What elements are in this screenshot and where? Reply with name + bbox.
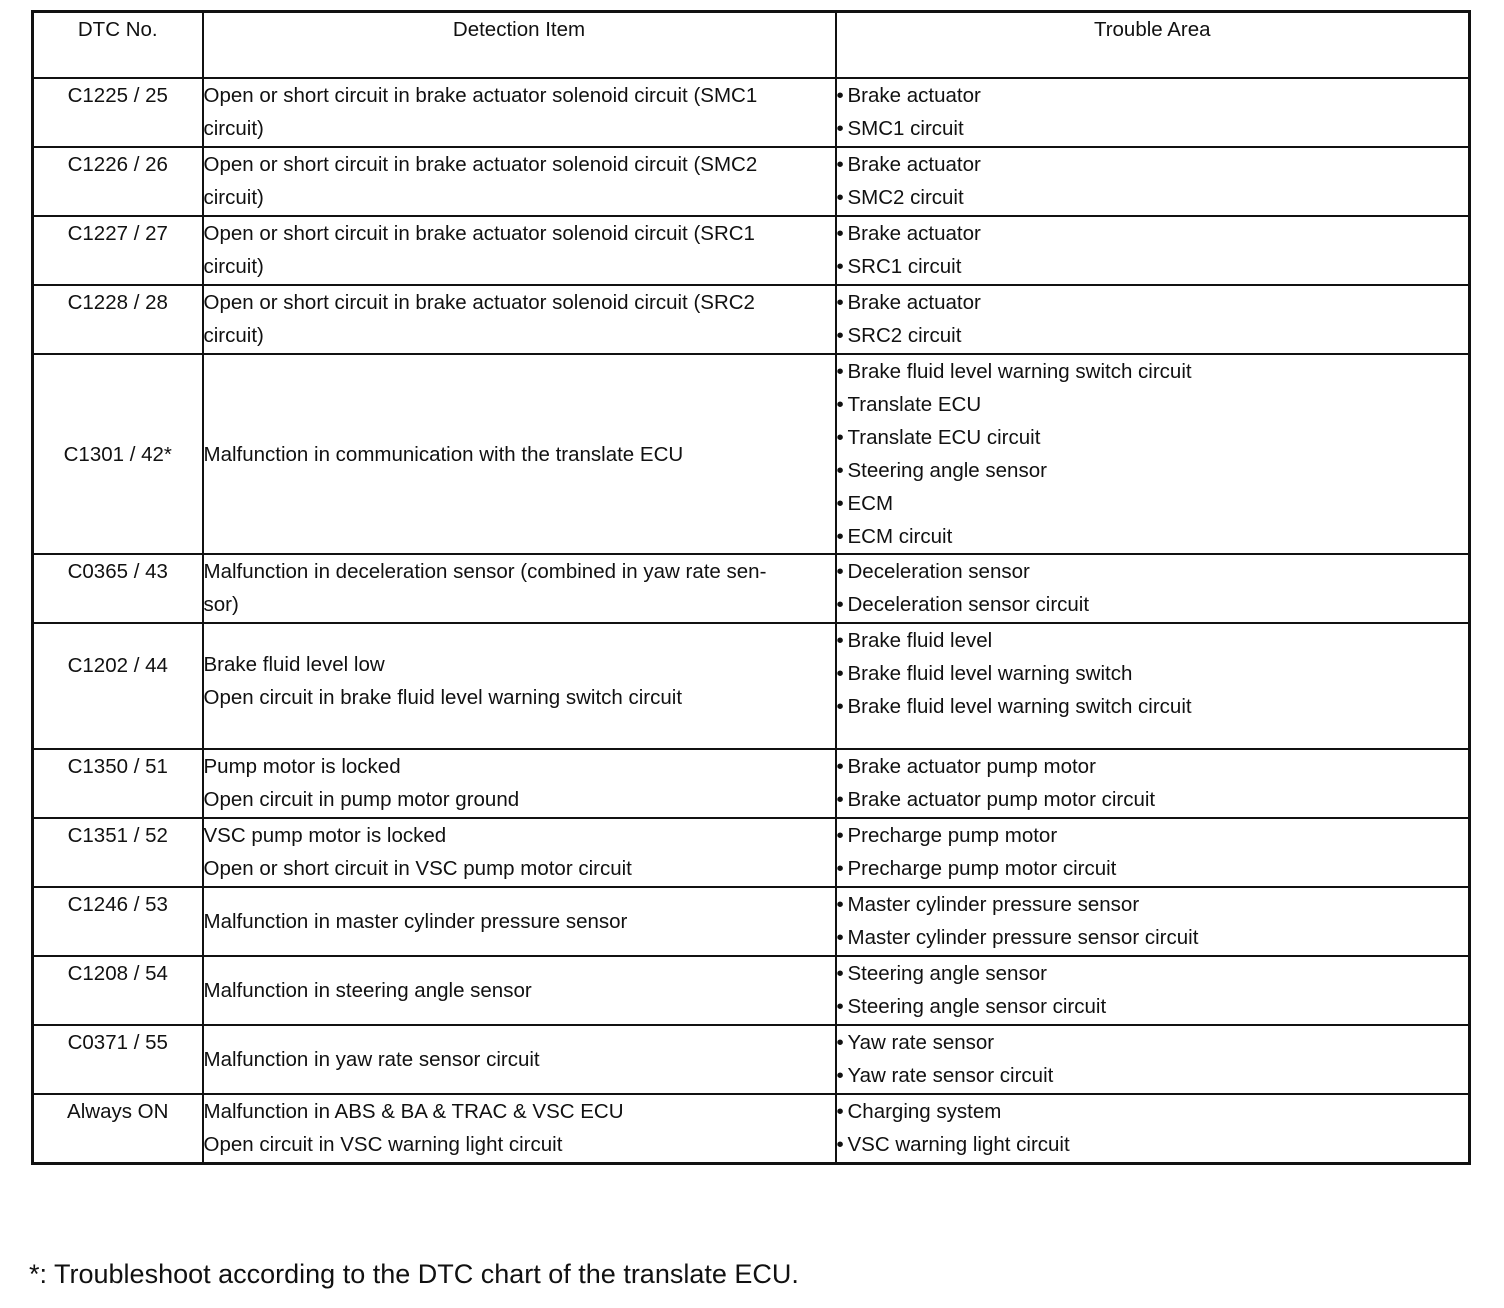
bullet-icon: •	[836, 459, 844, 482]
trouble-area-item: • Steering angle sensor	[837, 957, 1469, 990]
trouble-area	[836, 1025, 1470, 1094]
detection-line: Malfunction in steering angle sensor	[203, 979, 532, 1002]
detection-line: circuit)	[203, 186, 264, 209]
detection-line: Malfunction in communication with the translate ECU	[203, 442, 684, 466]
detection-item	[203, 354, 836, 554]
trouble-area	[836, 78, 1470, 147]
dtc-code: Always ON	[33, 1094, 203, 1164]
trouble-area-item: • Brake actuator	[837, 148, 1469, 181]
trouble-area-item: • Brake fluid level warning switch circuit	[837, 355, 1469, 388]
detection-item	[203, 818, 836, 887]
table-row	[33, 216, 1470, 285]
table-row	[33, 956, 1470, 1025]
bullet-icon: •	[836, 393, 844, 416]
header-detection-item: Detection Item	[203, 12, 836, 79]
bullet-icon: •	[836, 84, 844, 107]
trouble-area-item: • Brake fluid level warning switch circuit	[837, 690, 1469, 723]
trouble-area	[836, 956, 1470, 1025]
dtc-code: C1301 / 42*	[33, 354, 203, 554]
bullet-icon: •	[836, 1031, 844, 1054]
detection-line: Open circuit in brake fluid level warning switch circuit	[203, 686, 683, 709]
trouble-area-item: • Brake actuator	[837, 79, 1469, 112]
trouble-area-item: • Brake actuator pump motor	[837, 750, 1469, 783]
trouble-area	[836, 285, 1470, 354]
detection-item	[203, 956, 836, 1025]
bullet-icon: •	[836, 662, 844, 685]
dtc-code: C1202 / 44	[33, 623, 203, 749]
dtc-code: C0371 / 55	[33, 1025, 203, 1094]
trouble-area-item: • ECM	[837, 487, 1469, 520]
bullet-icon: •	[836, 492, 844, 515]
detection-item	[203, 1025, 836, 1094]
trouble-area	[836, 1094, 1470, 1164]
trouble-area-item: • Deceleration sensor	[837, 555, 1469, 588]
table-row	[33, 354, 1470, 554]
bullet-icon: •	[836, 593, 844, 616]
trouble-area-item: • ECM circuit	[837, 520, 1469, 553]
detection-item	[203, 147, 836, 216]
trouble-area-item: • Translate ECU circuit	[837, 421, 1469, 454]
table-row	[33, 887, 1470, 956]
trouble-area-item: • SRC1 circuit	[837, 250, 1469, 283]
trouble-area-item: • Charging system	[837, 1095, 1469, 1128]
bullet-icon: •	[836, 1100, 844, 1123]
bullet-icon: •	[836, 755, 844, 778]
table-row	[33, 147, 1470, 216]
bullet-icon: •	[836, 695, 844, 718]
detection-item	[203, 749, 836, 818]
table-row	[33, 78, 1470, 147]
trouble-area-item: • Brake actuator pump motor circuit	[837, 783, 1469, 816]
bullet-icon: •	[836, 255, 844, 278]
detection-line: Open or short circuit in brake actuator solenoid circuit (SMC1	[203, 84, 758, 107]
detection-item	[203, 623, 836, 749]
table-row	[33, 1025, 1470, 1094]
table-header-row	[33, 12, 1470, 79]
trouble-area-item: • Precharge pump motor	[837, 819, 1469, 852]
trouble-area-item: • Steering angle sensor circuit	[837, 990, 1469, 1023]
detection-line: Open circuit in pump motor ground	[203, 788, 520, 811]
dtc-code: C1225 / 25	[33, 78, 203, 147]
trouble-area-item: • Master cylinder pressure sensor	[837, 888, 1469, 921]
trouble-area-item: • Brake actuator	[837, 217, 1469, 250]
detection-line: circuit)	[203, 117, 264, 140]
detection-item	[203, 78, 836, 147]
detection-line: Open or short circuit in VSC pump motor circuit	[203, 857, 632, 880]
trouble-area-item: • Brake fluid level warning switch	[837, 657, 1469, 690]
bullet-icon: •	[836, 962, 844, 985]
trouble-area-item: • SMC2 circuit	[837, 181, 1469, 214]
trouble-area-item: • SRC2 circuit	[837, 319, 1469, 352]
dtc-code: C1227 / 27	[33, 216, 203, 285]
detection-item	[203, 285, 836, 354]
bullet-icon: •	[836, 560, 844, 583]
trouble-area	[836, 216, 1470, 285]
trouble-area-item: • Translate ECU	[837, 388, 1469, 421]
trouble-area-item: • SMC1 circuit	[837, 112, 1469, 145]
detection-line: circuit)	[203, 255, 264, 278]
trouble-area-item: • Brake actuator	[837, 286, 1469, 319]
detection-item	[203, 216, 836, 285]
table-row	[33, 1094, 1470, 1164]
detection-line: Open or short circuit in brake actuator solenoid circuit (SMC2	[203, 153, 758, 176]
trouble-area-item: • Yaw rate sensor	[837, 1026, 1469, 1059]
trouble-area	[836, 749, 1470, 818]
bullet-icon: •	[836, 324, 844, 347]
dtc-code: C1246 / 53	[33, 887, 203, 956]
bullet-icon: •	[836, 788, 844, 811]
bullet-icon: •	[836, 857, 844, 880]
trouble-area-item: • VSC warning light circuit	[837, 1128, 1469, 1161]
bullet-icon: •	[836, 222, 844, 245]
bullet-icon: •	[836, 153, 844, 176]
dtc-code: C1350 / 51	[33, 749, 203, 818]
detection-item	[203, 887, 836, 956]
table-row	[33, 554, 1470, 623]
dtc-code: C0365 / 43	[33, 554, 203, 623]
bullet-icon: •	[836, 1064, 844, 1087]
bullet-icon: •	[836, 426, 844, 449]
trouble-area-item: • Brake fluid level	[837, 624, 1469, 657]
bullet-icon: •	[836, 893, 844, 916]
trouble-area	[836, 147, 1470, 216]
dtc-code: C1351 / 52	[33, 818, 203, 887]
header-trouble-area: Trouble Area	[836, 12, 1470, 79]
bullet-icon: •	[836, 291, 844, 314]
detection-line: Open circuit in VSC warning light circuit	[203, 1133, 563, 1156]
detection-line: Pump motor is locked	[203, 755, 401, 778]
bullet-icon: •	[836, 824, 844, 847]
detection-line: Malfunction in yaw rate sensor circuit	[203, 1048, 540, 1071]
detection-item	[203, 554, 836, 623]
bullet-icon: •	[836, 926, 844, 949]
footnote: *: Troubleshoot according to the DTC chart of the translate ECU.	[29, 1259, 799, 1289]
bullet-icon: •	[836, 525, 844, 548]
bullet-icon: •	[836, 995, 844, 1018]
detection-line: Malfunction in deceleration sensor (combined in yaw rate sen-	[203, 560, 767, 583]
dtc-code: C1208 / 54	[33, 956, 203, 1025]
dtc-code: C1226 / 26	[33, 147, 203, 216]
trouble-area-item: • Steering angle sensor	[837, 454, 1469, 487]
detection-line: Malfunction in ABS & BA & TRAC & VSC ECU	[203, 1100, 624, 1123]
trouble-area-item: • Precharge pump motor circuit	[837, 852, 1469, 885]
bullet-icon: •	[836, 186, 844, 209]
trouble-area	[836, 354, 1470, 554]
detection-line: VSC pump motor is locked	[203, 824, 447, 847]
bullet-icon: •	[836, 1133, 844, 1156]
detection-item	[203, 1094, 836, 1164]
bullet-icon: •	[836, 117, 844, 140]
trouble-area-item: • Deceleration sensor circuit	[837, 588, 1469, 621]
trouble-area-item: • Yaw rate sensor circuit	[837, 1059, 1469, 1092]
detection-line: Open or short circuit in brake actuator solenoid circuit (SRC2	[203, 291, 755, 314]
trouble-area	[836, 623, 1470, 749]
trouble-area	[836, 887, 1470, 956]
trouble-area-item: • Master cylinder pressure sensor circuit	[837, 921, 1469, 954]
header-dtc-no: DTC No.	[33, 12, 203, 79]
detection-line: Brake fluid level low	[203, 653, 385, 676]
trouble-area	[836, 554, 1470, 623]
dtc-table	[31, 10, 1471, 1165]
detection-line: Malfunction in master cylinder pressure sensor	[203, 910, 628, 933]
bullet-icon: •	[836, 629, 844, 652]
bullet-icon: •	[836, 360, 844, 383]
table-row	[33, 623, 1470, 749]
detection-line: circuit)	[203, 324, 264, 347]
detection-line: Open or short circuit in brake actuator solenoid circuit (SRC1	[203, 222, 755, 245]
trouble-area	[836, 818, 1470, 887]
table-row	[33, 285, 1470, 354]
dtc-code: C1228 / 28	[33, 285, 203, 354]
table-row	[33, 818, 1470, 887]
table-row	[33, 749, 1470, 818]
detection-line: sor)	[203, 593, 239, 616]
